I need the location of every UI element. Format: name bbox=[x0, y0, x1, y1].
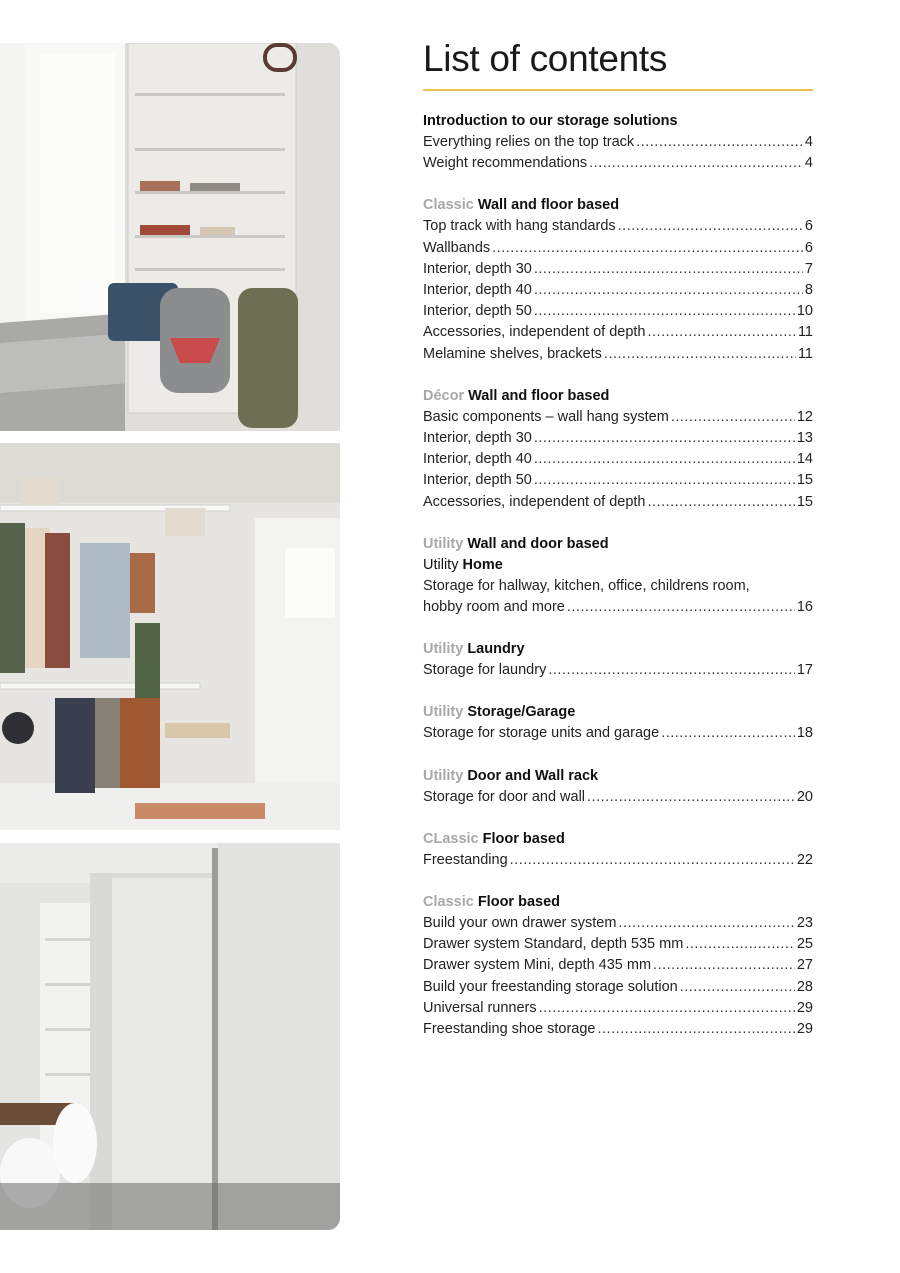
wardrobe-storage-photo bbox=[0, 443, 340, 830]
section-heading-text: Wall and floor based bbox=[477, 197, 620, 214]
toc-entry-label: Interior, depth 30 bbox=[423, 430, 532, 447]
section-heading-text: Wall and door based bbox=[467, 535, 609, 552]
leader-dots bbox=[647, 492, 794, 513]
toc-entry[interactable] bbox=[423, 238, 813, 259]
leader-dots bbox=[598, 1019, 795, 1040]
photo-hallway-image bbox=[0, 43, 340, 431]
toc-entry-page: 15 bbox=[796, 472, 813, 489]
toc-entry-page: 11 bbox=[797, 324, 813, 341]
toc-section-introduction bbox=[423, 111, 813, 174]
toc-entry-page: 6 bbox=[804, 239, 813, 256]
toc-section-utility-wall-door bbox=[423, 534, 813, 618]
toc-entry[interactable] bbox=[423, 660, 813, 681]
brand-label: Utility bbox=[423, 641, 464, 658]
toc-column bbox=[423, 36, 813, 1061]
section-heading bbox=[423, 386, 813, 407]
leader-dots bbox=[510, 850, 795, 871]
toc-entry[interactable] bbox=[423, 216, 813, 237]
section-heading bbox=[423, 892, 813, 913]
leader-dots bbox=[647, 322, 795, 343]
toc-entry-label: Interior, depth 50 bbox=[423, 303, 532, 320]
brand-label: CLassic bbox=[423, 830, 479, 847]
section-heading bbox=[423, 534, 813, 555]
toc-entry-page: 6 bbox=[804, 218, 813, 235]
toc-entry-page: 25 bbox=[796, 936, 813, 953]
section-heading bbox=[423, 639, 813, 660]
leader-dots bbox=[587, 787, 795, 808]
toc-entry[interactable] bbox=[423, 428, 813, 449]
leader-dots bbox=[492, 238, 803, 259]
brand-label: Utility bbox=[423, 704, 464, 721]
toc-entry-page: 20 bbox=[796, 788, 813, 805]
photo-sliding-doors-image bbox=[0, 843, 340, 1230]
toc-entry[interactable] bbox=[423, 153, 813, 174]
toc-entry[interactable] bbox=[423, 955, 813, 976]
subsection-heading-text: Home bbox=[462, 556, 503, 573]
toc-entry-page: 17 bbox=[796, 662, 813, 679]
title-underline bbox=[423, 89, 813, 91]
toc-entry[interactable] bbox=[423, 449, 813, 470]
toc-entry-label: Weight recommendations bbox=[423, 155, 588, 172]
toc-entry-label: Top track with hang standards bbox=[423, 218, 616, 235]
toc-entry-page: 12 bbox=[796, 408, 813, 425]
sliding-doors-photo bbox=[0, 843, 340, 1230]
toc-entry[interactable] bbox=[423, 344, 813, 365]
hallway-storage-photo bbox=[0, 43, 340, 431]
section-heading-text: Floor based bbox=[482, 830, 565, 847]
toc-entry-page: 7 bbox=[804, 260, 813, 277]
leader-dots bbox=[618, 216, 803, 237]
leader-dots bbox=[534, 301, 795, 322]
toc-section-classic-floor-freestanding bbox=[423, 829, 813, 871]
leader-dots bbox=[534, 428, 795, 449]
toc-entry-label: Build your freestanding storage solution bbox=[423, 978, 678, 995]
section-heading bbox=[423, 195, 813, 216]
leader-dots bbox=[589, 153, 803, 174]
toc-entry-label: Freestanding bbox=[423, 851, 508, 868]
toc-entry-label: Build your own drawer system bbox=[423, 915, 617, 932]
toc-entry-text-line: Storage for hallway, kitchen, office, childrens room, bbox=[423, 577, 750, 594]
toc-entry-page: 28 bbox=[796, 978, 813, 995]
section-heading-text: Door and Wall rack bbox=[467, 767, 599, 784]
toc-entry-page: 29 bbox=[796, 999, 813, 1016]
toc-section-decor-wall-floor bbox=[423, 386, 813, 513]
subsection-heading bbox=[423, 555, 813, 576]
toc-entry-page: 4 bbox=[804, 134, 813, 150]
section-heading bbox=[423, 702, 813, 723]
brand-label: Classic bbox=[423, 894, 474, 911]
toc-section-classic-floor-drawers bbox=[423, 892, 813, 1040]
leader-dots bbox=[534, 449, 795, 470]
leader-dots bbox=[548, 660, 795, 681]
leader-dots bbox=[534, 259, 803, 280]
section-heading-text: Floor based bbox=[477, 894, 561, 911]
toc-entry[interactable] bbox=[423, 132, 813, 153]
toc-entry-label: Storage for laundry bbox=[423, 662, 547, 679]
toc-entry-label: Interior, depth 40 bbox=[423, 451, 532, 468]
leader-dots bbox=[661, 723, 795, 744]
toc-entry[interactable] bbox=[423, 998, 813, 1019]
toc-entry-page: 22 bbox=[796, 851, 813, 868]
toc-entry-page: 8 bbox=[804, 282, 813, 299]
toc-section-utility-storage-garage bbox=[423, 702, 813, 744]
toc-entry[interactable] bbox=[423, 977, 813, 998]
section-heading bbox=[423, 111, 813, 132]
toc-entry-label: Melamine shelves, brackets bbox=[423, 345, 602, 362]
leader-dots bbox=[618, 913, 794, 934]
toc-entry-page: 23 bbox=[796, 915, 813, 932]
toc-entry-page: 29 bbox=[796, 1021, 813, 1038]
leader-dots bbox=[636, 132, 803, 153]
leader-dots bbox=[534, 280, 803, 301]
toc-entry-label: Storage for door and wall bbox=[423, 788, 586, 805]
toc-entry-label: Everything relies on the top track bbox=[423, 134, 635, 150]
toc-entry-page: 13 bbox=[796, 430, 813, 447]
section-heading bbox=[423, 829, 813, 850]
leader-dots bbox=[671, 407, 795, 428]
toc-entry-label: Interior, depth 50 bbox=[423, 472, 532, 489]
page-title: List of contents bbox=[423, 38, 668, 79]
toc-entry[interactable] bbox=[423, 492, 813, 513]
toc-section-utility-door-wall-rack bbox=[423, 766, 813, 808]
toc-entry[interactable] bbox=[423, 259, 813, 280]
toc-entry-label: Drawer system Standard, depth 535 mm bbox=[423, 936, 684, 953]
toc-entry-label: Wallbands bbox=[423, 239, 491, 256]
toc-entry-page: 11 bbox=[797, 345, 813, 362]
brand-label: Classic bbox=[423, 197, 474, 214]
brand-label: Utility bbox=[423, 535, 464, 552]
toc-entry-page: 15 bbox=[796, 493, 813, 510]
toc-entry-label: Interior, depth 40 bbox=[423, 282, 532, 299]
toc-entry-page: 18 bbox=[796, 725, 813, 742]
toc-entry-label: hobby room and more bbox=[423, 599, 565, 616]
section-heading-text: Wall and floor based bbox=[468, 387, 610, 404]
toc-entry-label: Basic components – wall hang system bbox=[423, 408, 669, 425]
toc-entry[interactable] bbox=[423, 407, 813, 428]
toc-entry[interactable] bbox=[423, 913, 813, 934]
toc-entry[interactable] bbox=[423, 322, 813, 343]
toc-entry[interactable] bbox=[423, 280, 813, 301]
toc-entry[interactable] bbox=[423, 301, 813, 322]
toc-entry-label: Accessories, independent of depth bbox=[423, 493, 646, 510]
leader-dots bbox=[567, 597, 795, 618]
toc-entry-label: Storage for storage units and garage bbox=[423, 725, 660, 742]
toc-entry[interactable] bbox=[423, 1019, 813, 1040]
leader-dots bbox=[685, 934, 795, 955]
toc-entry-page: 14 bbox=[796, 451, 813, 468]
photo-wardrobe-image bbox=[0, 443, 340, 830]
section-heading-text: Storage/Garage bbox=[467, 704, 576, 721]
toc-entry[interactable] bbox=[423, 597, 813, 618]
section-heading-text: Introduction to our storage solutions bbox=[423, 113, 678, 129]
brand-label: Utility bbox=[423, 767, 464, 784]
toc-entry[interactable] bbox=[423, 723, 813, 744]
toc-entry-label: Interior, depth 30 bbox=[423, 260, 532, 277]
toc-entry-page: 4 bbox=[804, 155, 813, 172]
toc-entry-label: Universal runners bbox=[423, 999, 537, 1016]
leader-dots bbox=[539, 998, 795, 1019]
section-heading bbox=[423, 766, 813, 787]
toc-entry[interactable] bbox=[423, 850, 813, 871]
toc-entry[interactable] bbox=[423, 934, 813, 955]
toc-section-classic-wall-floor bbox=[423, 195, 813, 364]
subsection-prefix: Utility bbox=[423, 556, 459, 573]
toc-entry-label: Drawer system Mini, depth 435 mm bbox=[423, 957, 652, 974]
toc-entry[interactable] bbox=[423, 787, 813, 808]
toc-section-utility-laundry bbox=[423, 639, 813, 681]
leader-dots bbox=[653, 955, 795, 976]
toc-entry-page: 10 bbox=[796, 303, 813, 320]
leader-dots bbox=[604, 344, 796, 365]
leader-dots bbox=[534, 470, 795, 491]
section-heading-text: Laundry bbox=[467, 641, 525, 658]
toc-entry[interactable] bbox=[423, 470, 813, 491]
toc-entry-label: Freestanding shoe storage bbox=[423, 1021, 596, 1038]
leader-dots bbox=[680, 977, 795, 998]
toc-entry-page: 16 bbox=[796, 599, 813, 616]
toc-entry-label: Accessories, independent of depth bbox=[423, 324, 646, 341]
brand-label: Décor bbox=[423, 387, 465, 404]
toc-entry-page: 27 bbox=[796, 957, 813, 974]
